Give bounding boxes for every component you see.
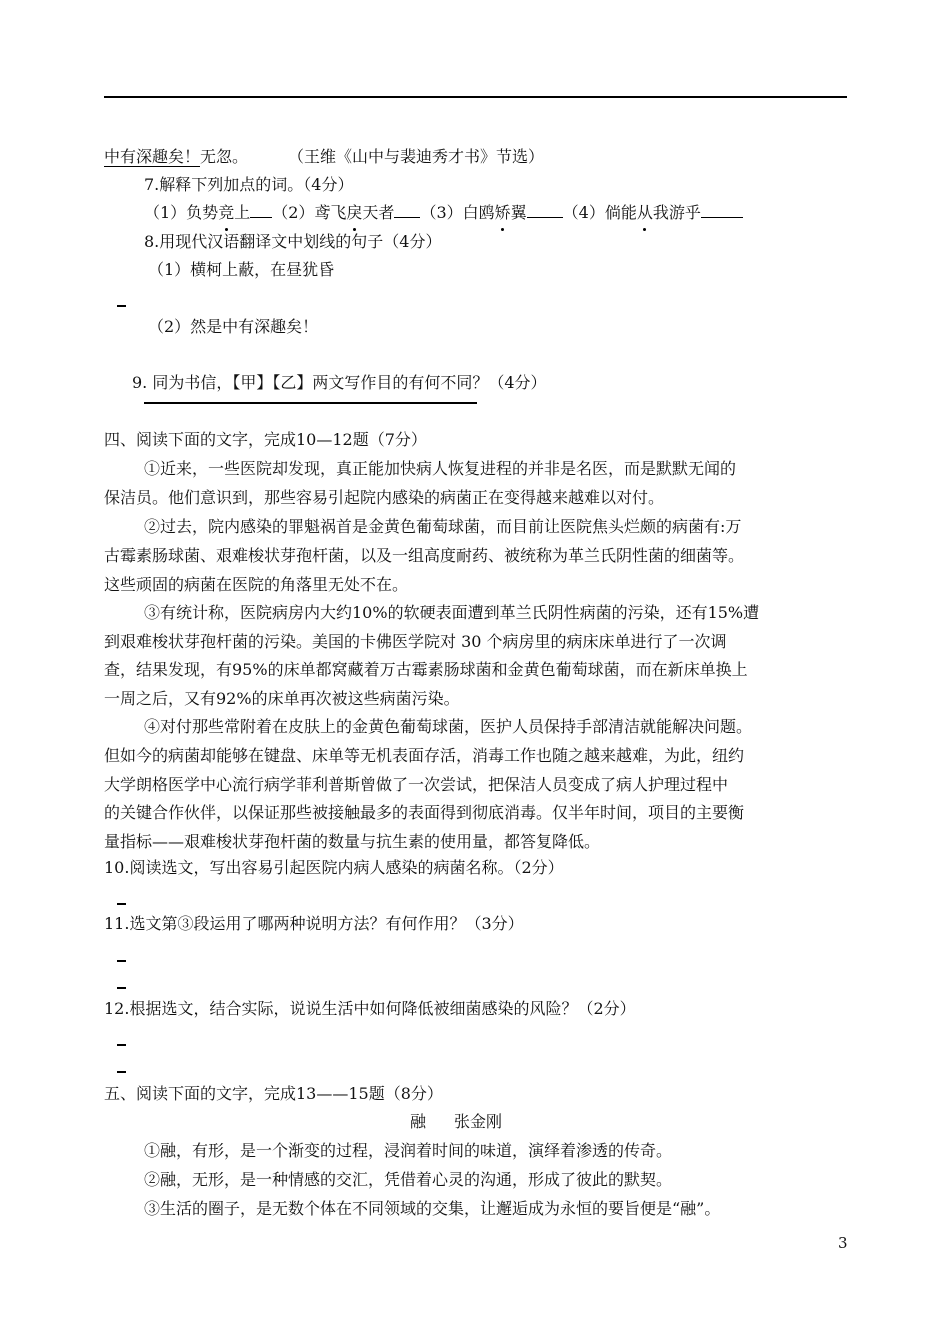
q7-item-1-dotted-char: 竞 xyxy=(218,203,235,222)
s4-line-11: 但如今的病菌却能够在键盘、床单等无机表面存活，消毒工作也随之越来越难，为此，纽约 xyxy=(104,746,745,765)
q7-item-2-pre: （2）鸢飞 xyxy=(272,203,347,222)
s4-line-1: ①近来，一些医院却发现，真正能加快病人恢复进程的并非是名医，而是默默无闻的 xyxy=(144,459,737,478)
header-rule xyxy=(104,96,847,98)
q7-item-4-dotted-char: 从 xyxy=(636,203,653,222)
q7-item-1-post: 上 xyxy=(234,203,251,222)
q7-item-2-post: 天者 xyxy=(362,203,395,222)
page-number: 3 xyxy=(838,1234,848,1252)
q7-item-4-blank[interactable] xyxy=(701,201,743,218)
q7-item-2-dotted-char: 戾 xyxy=(346,203,363,222)
q7-item-1-blank[interactable] xyxy=(250,201,272,218)
q7-title: 7.解释下列加点的词。（4分） xyxy=(144,175,354,194)
s5-line-2: ②融，无形，是一种情感的交汇，凭借着心灵的沟通，形成了彼此的默契。 xyxy=(144,1170,673,1189)
passage-end-line xyxy=(104,146,544,168)
article-title: 融 xyxy=(410,1112,427,1131)
s4-line-4: 古霉素肠球菌、艰难梭状芽孢杆菌，以及一组高度耐药、被统称为革兰氏阴性菌的细菌等。 xyxy=(104,546,745,565)
q9-question: 9. 同为书信，【甲】【乙】两文写作目的有何不同？（4分） xyxy=(132,373,547,392)
passage-source: （王维《山中与裴迪秀才书》节选） xyxy=(288,147,545,166)
q8-title: 8.用现代汉语翻译文中划线的句子（4分） xyxy=(144,232,442,251)
s5-line-1: ①融，有形，是一个渐变的过程，浸润着时间的味道，演绎着渗透的传奇。 xyxy=(144,1141,673,1160)
s4-line-9: 一周之后，又有92%的床单再次被这些病菌污染。 xyxy=(104,689,460,708)
q7-item-4-pre: （4）倘能 xyxy=(562,203,637,222)
q8-sentence-1: （1）横柯上蔽，在昼犹昏 xyxy=(148,260,335,279)
q7-item-3-pre: （3）白鸥 xyxy=(420,203,495,222)
section4-title: 四、阅读下面的文字，完成10—12题（7分） xyxy=(104,430,427,449)
s4-line-10: ④对付那些常附着在皮肤上的金黄色葡萄球菌，医护人员保持手部清洁就能解决问题。 xyxy=(144,717,753,736)
q8-sentence-2: （2）然是中有深趣矣！ xyxy=(148,317,319,336)
s4-line-3: ②过去，院内感染的罪魁祸首是金黄色葡萄球菌，而目前让医院焦头烂颇的病菌有:万 xyxy=(144,517,742,536)
q7-item-2-blank[interactable] xyxy=(394,201,420,218)
q12-question: 12.根据选文，结合实际，说说生活中如何降低被细菌感染的风险？（2分） xyxy=(104,999,636,1018)
q12-answer-line-2[interactable] xyxy=(117,1071,126,1073)
s4-line-13: 的关键合作伙伴，以保证那些被接触最多的表面得到彻底消毒。仅半年时间，项目的主要衡 xyxy=(104,803,745,822)
q10-answer-line[interactable] xyxy=(117,903,126,905)
section5-title: 五、阅读下面的文字，完成13——15题（8分） xyxy=(104,1084,443,1103)
q8-answer-1-line[interactable] xyxy=(117,305,126,307)
s4-line-8: 查，结果发现，有95%的床单都窝藏着万古霉素肠球菌和金黄色葡萄球菌，而在新床单换上 xyxy=(104,660,748,679)
q7-item-4-post: 我游乎 xyxy=(652,203,701,222)
s4-line-6: ③有统计称，医院病房内大约10%的软硬表面遭到革兰氏阴性病菌的污染，还有15%遭 xyxy=(144,603,760,622)
s4-line-12: 大学朗格医学中心流行病学菲利普斯曾做了一次尝试，把保洁人员变成了病人护理过程中 xyxy=(104,775,729,794)
q11-answer-line-2[interactable] xyxy=(117,987,126,989)
s4-line-2: 保洁员。他们意识到，那些容易引起院内感染的病菌正在变得越来越难以对付。 xyxy=(104,488,665,507)
s4-line-14: 量指标——艰难梭状芽孢杆菌的数量与抗生素的使用量，都答复降低。 xyxy=(104,832,601,851)
passage-end-text: 无忽。 xyxy=(200,147,249,166)
q7-items xyxy=(144,201,743,224)
article-author: 张金刚 xyxy=(454,1112,503,1131)
q11-answer-line-1[interactable] xyxy=(117,960,126,962)
q7-item-3-post: 翼 xyxy=(510,203,527,222)
s5-line-3: ③生活的圈子，是无数个体在不同领域的交集，让邂逅成为永恒的要旨便是“融”。 xyxy=(144,1199,721,1218)
q7-item-3-blank[interactable] xyxy=(527,201,563,218)
q7-item-3-dotted-char: 矫 xyxy=(494,203,511,222)
q10-question: 10.阅读选文，写出容易引起医院内病人感染的病菌名称。（2分） xyxy=(104,858,564,877)
q9-answer-line[interactable] xyxy=(144,402,477,404)
s4-line-5: 这些顽固的病菌在医院的角落里无处不在。 xyxy=(104,575,409,594)
underlined-sentence: 中有深趣矣！ xyxy=(104,147,201,166)
q12-answer-line-1[interactable] xyxy=(117,1044,126,1046)
q7-item-1-pre: （1）负势 xyxy=(144,203,219,222)
s4-line-7: 到艰难梭状芽孢杆菌的污染。美国的卡佛医学院对 30 个病房里的病床床单进行了一次调 xyxy=(104,632,727,651)
q11-question: 11.选文第③段运用了哪两种说明方法？有何作用？（3分） xyxy=(104,914,524,933)
